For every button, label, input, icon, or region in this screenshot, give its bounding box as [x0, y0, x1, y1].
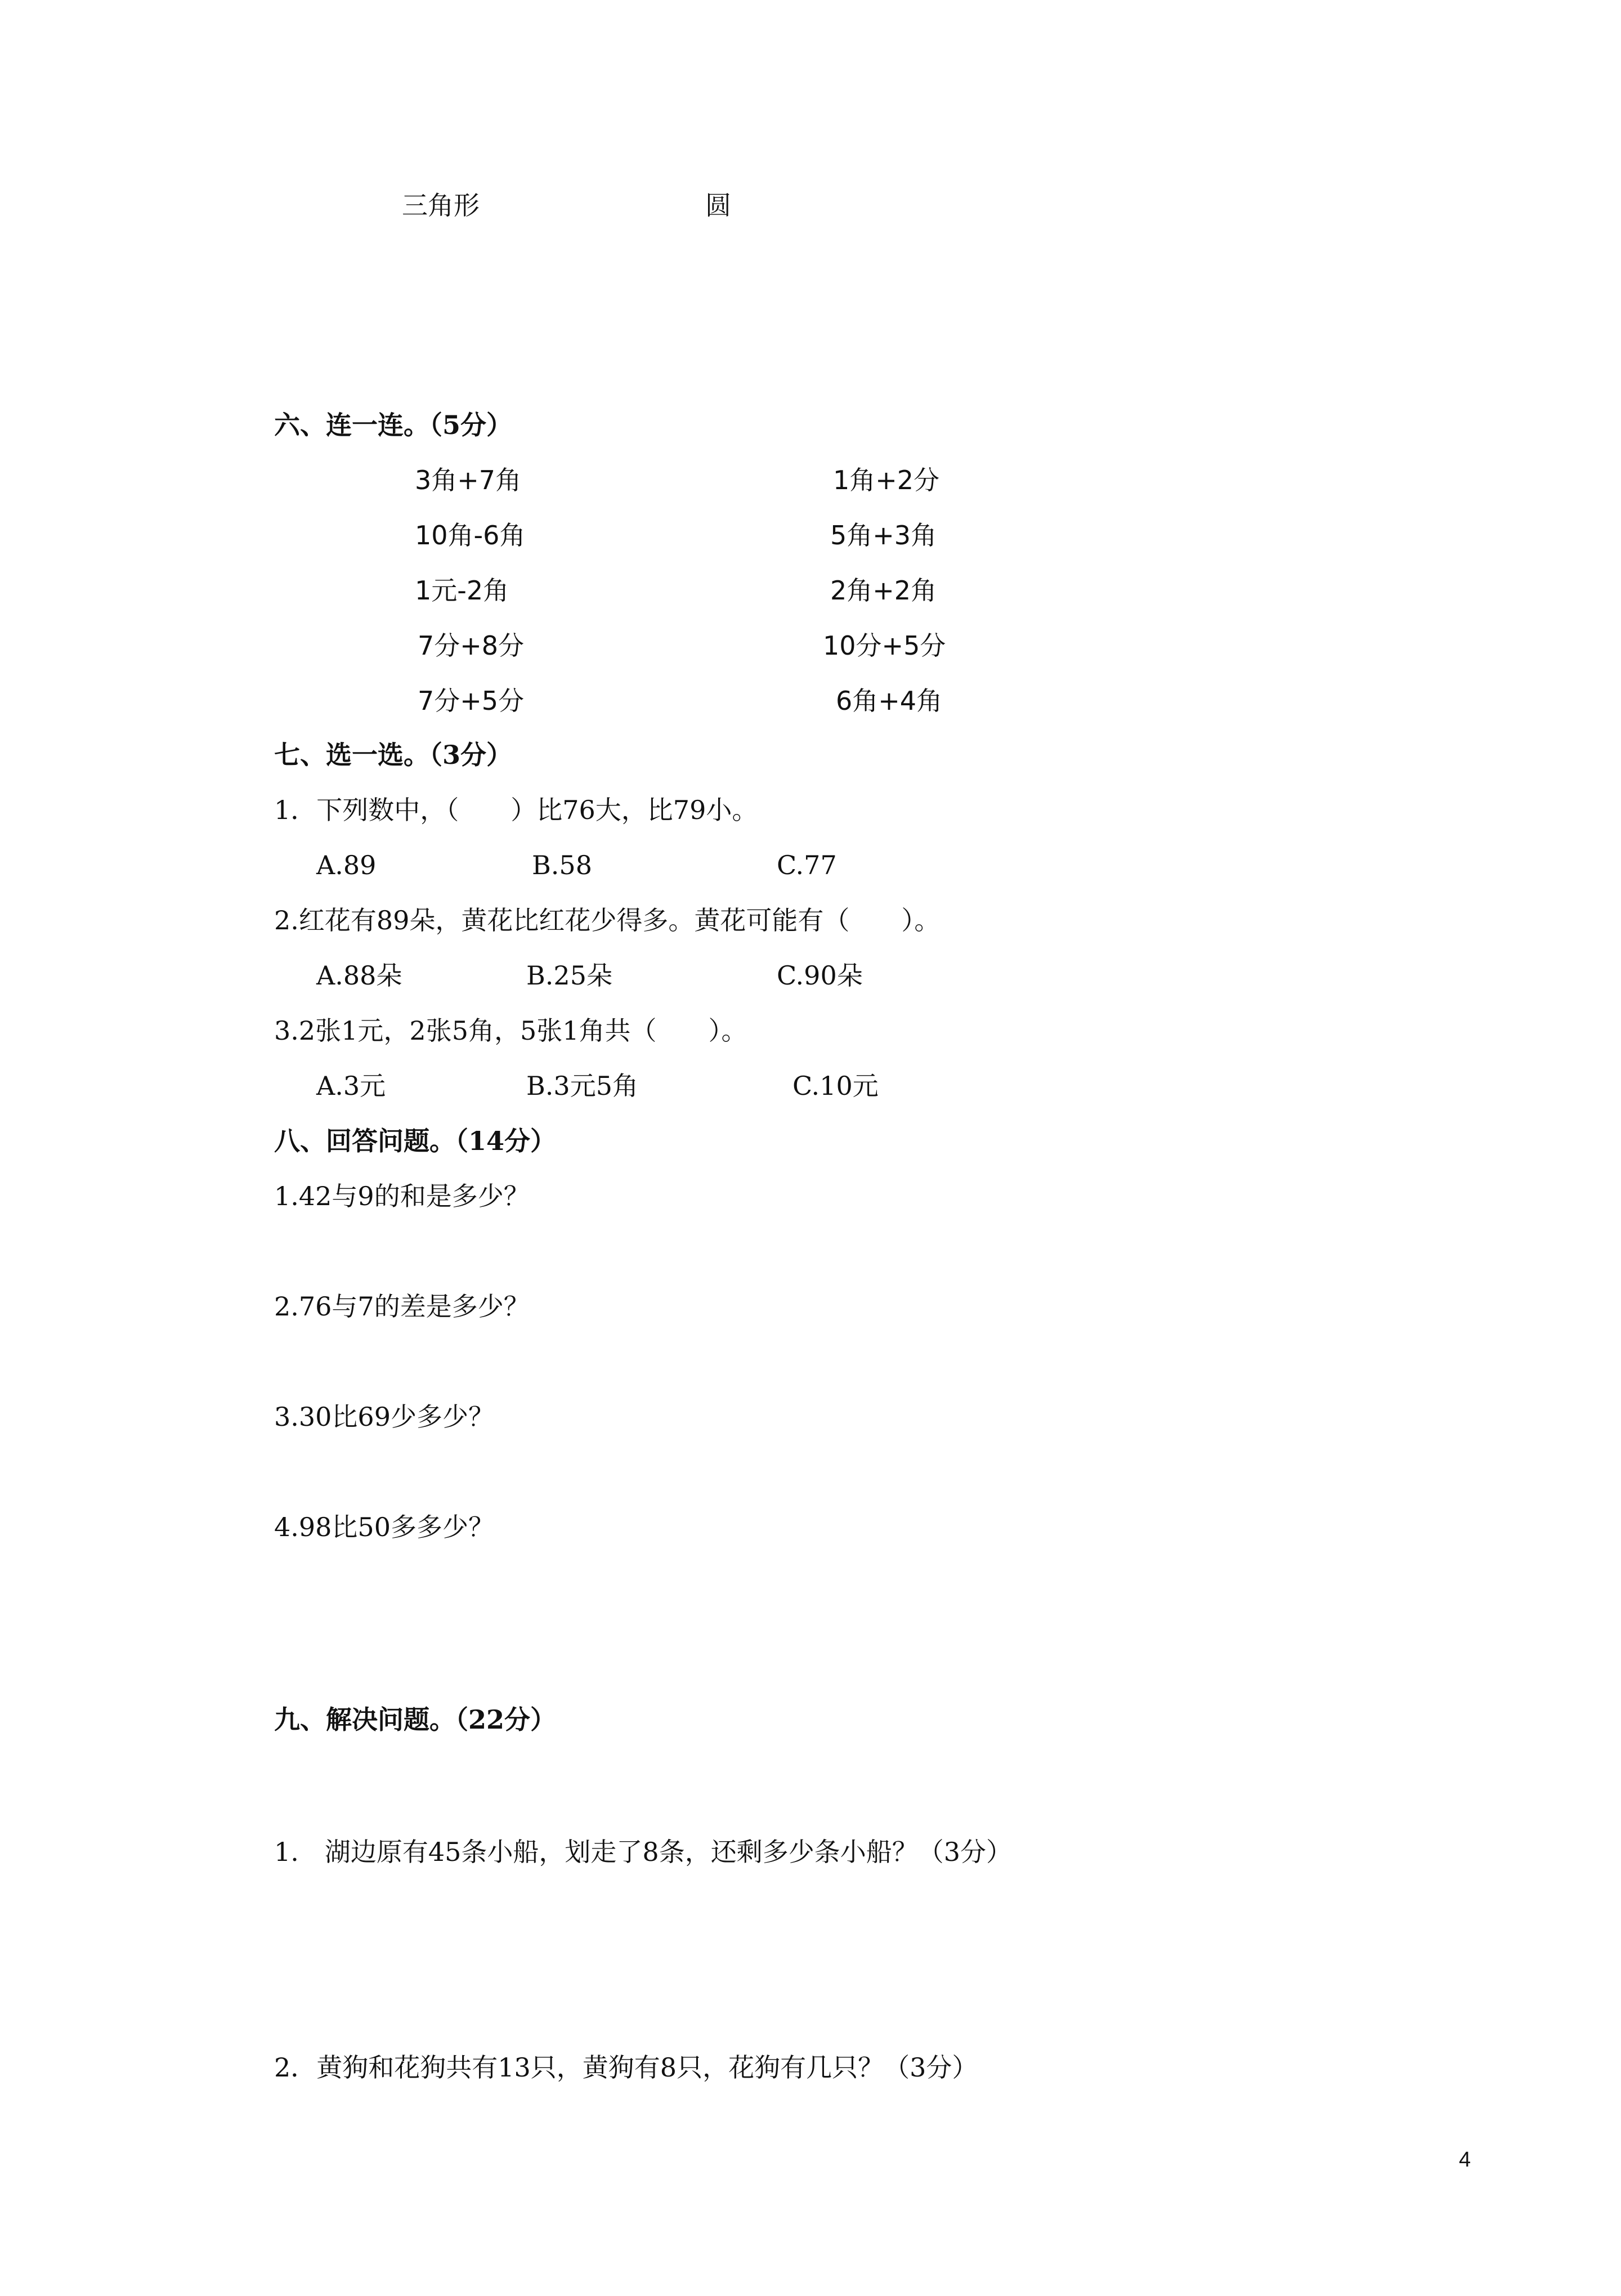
shape-label-circle: 圆	[705, 190, 731, 221]
choice-option: A.89	[316, 850, 377, 880]
match-right-item: 10分+5分	[823, 630, 946, 661]
choice-option: C.90朵	[777, 960, 863, 991]
match-right-item: 5角+3角	[830, 520, 937, 550]
match-left-item: 7分+8分	[418, 630, 525, 661]
choice-option: A.88朵	[316, 960, 402, 991]
answer-question: 4.98比50多多少？	[274, 1512, 494, 1542]
choice-question: 1．下列数中，（ ）比76大，比79小。	[274, 795, 758, 825]
problem-question: 2．黄狗和花狗共有13只，黄狗有8只，花狗有几只？（3分）	[274, 2052, 978, 2083]
choice-question: 3.2张1元，2张5角，5张1角共（ ）。	[274, 1015, 747, 1046]
section6-title: 六、连一连。（5分）	[274, 410, 513, 440]
page-number: 4	[1459, 2148, 1471, 2172]
section7-title: 七、选一选。（3分）	[274, 740, 513, 770]
section9-title: 九、解决问题。（22分）	[274, 1704, 557, 1735]
match-right-item: 6角+4角	[836, 686, 943, 716]
problem-question: 1. 湖边原有45条小船，划走了8条，还剩多少条小船？（3分）	[274, 1837, 1012, 1867]
section8-title: 八、回答问题。（14分）	[274, 1126, 557, 1156]
answer-question: 1.42与9的和是多少？	[274, 1181, 530, 1211]
shape-label-triangle: 三角形	[402, 190, 480, 221]
choice-option: B.25朵	[526, 960, 612, 991]
choice-option: B.3元5角	[526, 1071, 638, 1101]
answer-question: 3.30比69少多少？	[274, 1402, 494, 1432]
choice-option: C.10元	[792, 1071, 879, 1101]
match-left-item: 1元-2角	[415, 575, 509, 606]
match-left-item: 7分+5分	[418, 686, 525, 716]
choice-option: C.77	[777, 850, 837, 880]
choice-option: A.3元	[316, 1071, 386, 1101]
match-right-item: 1角+2分	[833, 465, 940, 495]
choice-question: 2.红花有89朵，黄花比红花少得多。黄花可能有（ ）。	[274, 905, 941, 936]
match-left-item: 10角-6角	[415, 520, 526, 550]
choice-option: B.58	[532, 850, 592, 880]
match-right-item: 2角+2角	[830, 575, 937, 606]
match-left-item: 3角+7角	[415, 465, 522, 495]
answer-question: 2.76与7的差是多少？	[274, 1291, 530, 1322]
